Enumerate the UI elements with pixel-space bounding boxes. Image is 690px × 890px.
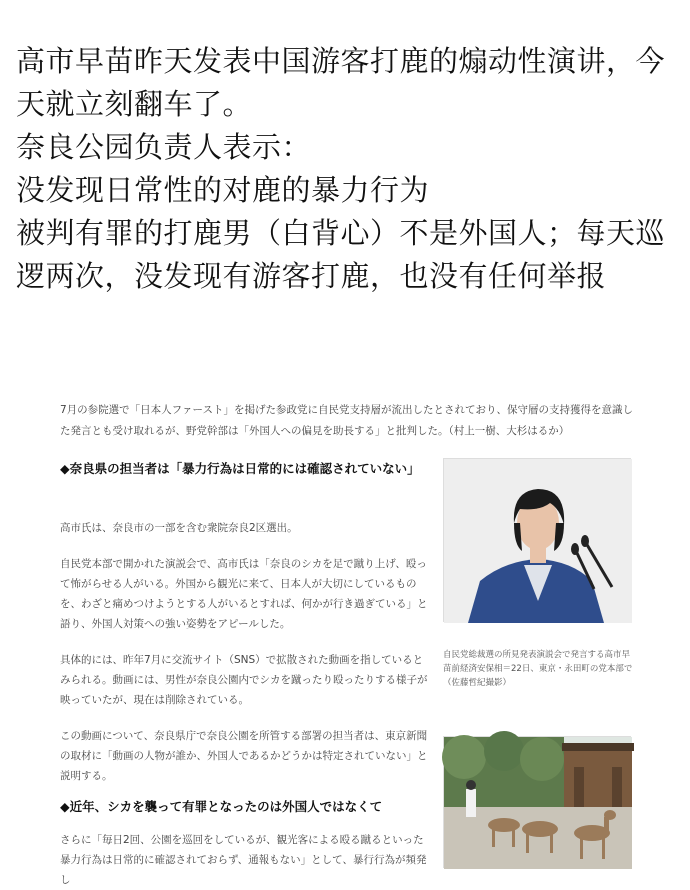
photo-caption: 自民党総裁選の所見発表演説会で発言する高市早苗前経済安保相＝22日、東京・永田町の党本部で（佐藤哲紀撮影） [443, 650, 633, 688]
deer-photo [443, 736, 631, 868]
person-illustration [444, 459, 632, 623]
article-paragraph: 自民党本部で開かれた演説会で、高市氏は「奈良のシカを足で蹴り上げ、殴って怖がらせる人がいる。外国から観光に来て、日本人が大切にしているものを、わざと痛めつけようとする人がいるとすれば、何かが行き過ぎている」と語り、外国人対策への強い姿勢をアピールした。 [60, 558, 428, 630]
post-text [16, 40, 680, 298]
article-paragraph: 高市氏は、奈良市の一部を含む衆院奈良2区選出。 [60, 522, 298, 534]
section-heading-1: ◆奈良県の担当者は「暴力行為は日常的には確認されていない」 [60, 461, 420, 476]
portrait-photo [443, 458, 631, 622]
post-line: 被判有罪的打鹿男（白背心）不是外国人；每天巡逻两次，没发现有游客打鹿，也没有任何举报 [16, 216, 666, 293]
post-line: 高市早苗昨天发表中国游客打鹿的煽动性演讲，今天就立刻翻车了。 [16, 44, 666, 121]
deer-park-illustration [444, 737, 632, 869]
article-intro: 7月の参院選で「日本人ファースト」を掲げた参政党に自民党支持層が流出したとされており、保守層の支持獲得を意識した発言とも受け取れるが、野党幹部は「外国人への偏見を助長する」と批判した。（村上一樹、大杉はるか） [60, 404, 633, 437]
article-paragraph: さらに「毎日2回、公園を巡回をしているが、観光客による殴る蹴るといった暴力行為は日常的に確認されておらず、通報もない」として、暴行行為が頻発し [60, 834, 427, 886]
post-line: 没发现日常性的对鹿的暴力行为 [16, 173, 430, 207]
section-heading-2: ◆近年、シカを襲って有罪となったのは外国人ではなくて [60, 799, 383, 814]
article-paragraph: 具体的には、昨年7月に交流サイト（SNS）で拡散された動画を指しているとみられる。動画には、男性が奈良公園内でシカを蹴ったり殴ったりする様子が映っていたが、現在は削除されている。 [60, 654, 428, 706]
article-screenshot [60, 400, 640, 886]
article-paragraph: この動画について、奈良県庁で奈良公園を所管する部署の担当者は、東京新聞の取材に「動画の人物が誰か、外国人であるかどうかは特定されていない」と説明する。 [60, 730, 428, 782]
post-line: 奈良公园负责人表示： [16, 130, 312, 164]
